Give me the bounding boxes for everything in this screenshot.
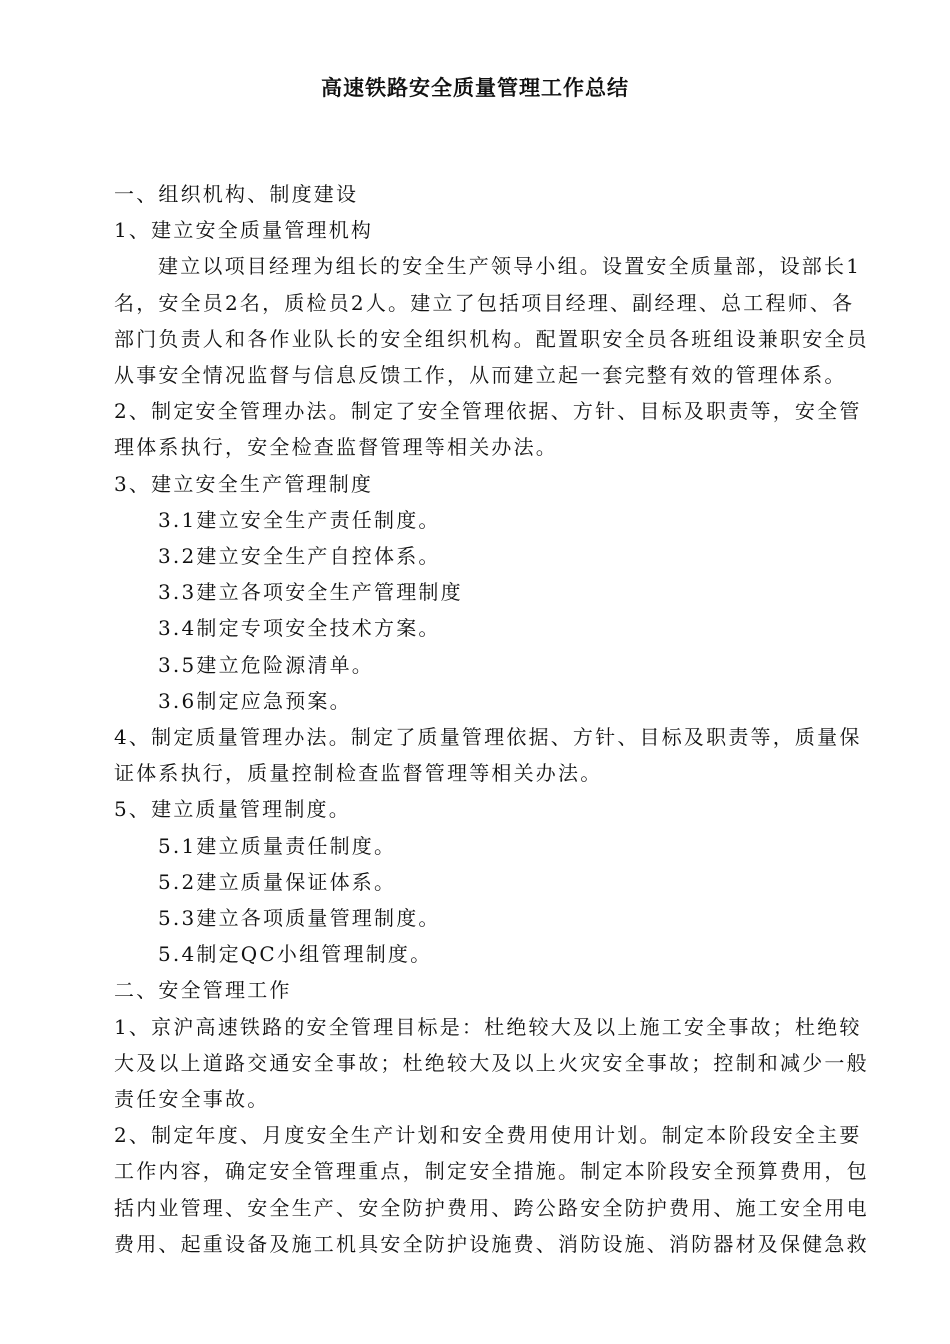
- sub-item: 5.3建立各项质量管理制度。: [158, 906, 441, 931]
- paragraph-line: 2、制定安全管理办法。制定了安全管理依据、方针、目标及职责等，安全管: [114, 399, 862, 424]
- sub-item: 3.5建立危险源清单。: [158, 652, 375, 677]
- section-heading: 一、组织机构、制度建设: [114, 182, 359, 206]
- paragraph-line: 工作内容，确定安全管理重点，制定安全措施。制定本阶段安全预算费用，包: [114, 1159, 869, 1184]
- paragraph-line: 2、制定年度、月度安全生产计划和安全费用使用计划。制定本阶段安全主要: [114, 1123, 862, 1148]
- sub-item: 5.4制定QC小组管理制度。: [158, 942, 433, 967]
- paragraph-line: 建立以项目经理为组长的安全生产领导小组。设置安全质量部，设部长1: [158, 254, 862, 279]
- sub-item: 5.1建立质量责任制度。: [158, 833, 397, 858]
- item-heading: 3、建立安全生产管理制度: [114, 471, 374, 496]
- sub-item: 3.2建立安全生产自控体系。: [158, 544, 441, 569]
- paragraph-line: 从事安全情况监督与信息反馈工作，从而建立起一套完整有效的管理体系。: [114, 363, 847, 388]
- item-heading: 5、建立质量管理制度。: [114, 797, 351, 822]
- section-heading: 二、安全管理工作: [114, 978, 292, 1003]
- paragraph-line: 1、京沪高速铁路的安全管理目标是：杜绝较大及以上施工安全事故；杜绝较: [114, 1014, 862, 1039]
- item-heading: 1、建立安全质量管理机构: [114, 218, 374, 243]
- paragraph-line: 证体系执行，质量控制检查监督管理等相关办法。: [114, 761, 603, 786]
- sub-item: 3.3建立各项安全生产管理制度: [158, 580, 463, 605]
- document-body: [114, 176, 876, 1262]
- paragraph-line: 括内业管理、安全生产、安全防护费用、跨公路安全防护费用、施工安全用电: [114, 1195, 869, 1220]
- paragraph-line: 理体系执行，安全检查监督管理等相关办法。: [114, 435, 558, 460]
- sub-item: 5.2建立质量保证体系。: [158, 869, 397, 894]
- paragraph-line: 4、制定质量管理办法。制定了质量管理依据、方针、目标及职责等，质量保: [114, 725, 862, 750]
- paragraph-line: 名，安全员2名，质检员2人。建立了包括项目经理、副经理、总工程师、各: [114, 290, 855, 315]
- paragraph-line: 部门负责人和各作业队长的安全组织机构。配置职安全员各班组设兼职安全员: [114, 326, 869, 351]
- sub-item: 3.4制定专项安全技术方案。: [158, 616, 441, 641]
- sub-item: 3.6制定应急预案。: [158, 688, 352, 713]
- document-title: 高速铁路安全质量管理工作总结: [321, 75, 629, 100]
- paragraph-line: 责任安全事故。: [114, 1087, 270, 1112]
- paragraph-line: 大及以上道路交通安全事故；杜绝较大及以上火灾安全事故；控制和减少一般: [114, 1050, 869, 1075]
- sub-item: 3.1建立安全生产责任制度。: [158, 507, 441, 532]
- paragraph-line: 费用、起重设备及施工机具安全防护设施费、消防设施、消防器材及保健急救: [114, 1231, 869, 1256]
